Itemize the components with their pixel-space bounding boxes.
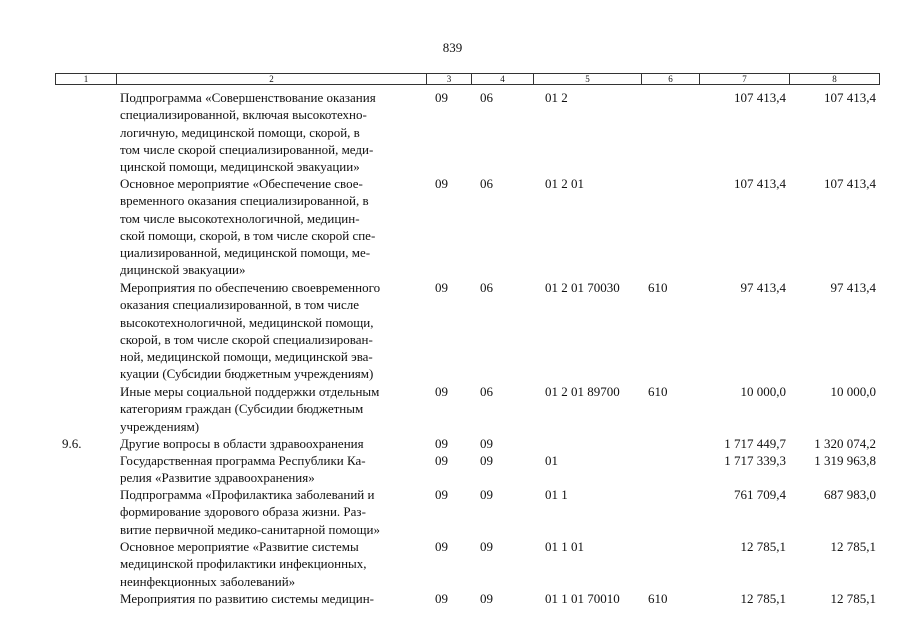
row-target-code: 01 1 [545, 487, 568, 502]
row-subsection: 06 [480, 384, 493, 399]
row-sum-year2: 687 983,0 [824, 487, 876, 502]
row-sum-year2: 97 413,4 [830, 280, 876, 295]
row-sum-year1: 107 413,4 [734, 176, 786, 191]
row-name: Мероприятия по развитию системы медицин- [120, 591, 374, 606]
row-sum-year2: 12 785,1 [830, 591, 876, 606]
row-target-code: 01 2 01 70030 [545, 280, 620, 295]
row-section: 09 [435, 436, 448, 451]
table-header-row [55, 73, 880, 85]
header-col-7: 7 [700, 74, 790, 85]
header-col-6: 6 [642, 74, 700, 85]
row-target-code: 01 2 01 [545, 176, 584, 191]
row-target-code: 01 [545, 453, 558, 468]
page-number: 839 [442, 40, 463, 55]
row-name: Государственная программа Республики Ка- релия «Развитие здравоохранения» [120, 453, 366, 486]
row-sum-year1: 1 717 339,3 [724, 453, 786, 468]
row-target-code: 01 2 01 89700 [545, 384, 620, 399]
row-subsection: 06 [480, 176, 493, 191]
row-subsection: 09 [480, 436, 493, 451]
row-section: 09 [435, 591, 448, 606]
row-section: 09 [435, 453, 448, 468]
row-sum-year1: 12 785,1 [740, 539, 786, 554]
row-name: Иные меры социальной поддержки отдельным категориям граждан (Субсидии бюджетным учреждениям) [120, 384, 380, 434]
row-sum-year1: 1 717 449,7 [724, 436, 786, 451]
row-subsection: 09 [480, 539, 493, 554]
row-subsection: 09 [480, 487, 493, 502]
row-sum-year2: 1 320 074,2 [814, 436, 876, 451]
row-name: Мероприятия по обеспечению своевременного оказания специализированной, в том числе высокотехнологичной, медицинской помощи, скорой, в том числе скорой специализирован- ной, медицинской помощи, медицинской эва- куации (Субсидии бюджетным учреждениям) [120, 280, 381, 382]
row-name: Основное мероприятие «Обеспечение свое- временного оказания специализированной, в том числе высокотехнологичной, медицин- ской помощи, скорой, в том числе скорой спе- циализированной, медицинской помощи, ме- дицинской эвакуации» [120, 176, 376, 278]
row-section: 09 [435, 539, 448, 554]
row-sum-year2: 107 413,4 [824, 90, 876, 105]
row-name: Основное мероприятие «Развитие системы медицинской профилактики инфекционных, неинфекционных заболеваний» [120, 539, 367, 589]
row-target-code: 01 2 [545, 90, 568, 105]
row-name: Подпрограмма «Профилактика заболеваний и формирование здорового образа жизни. Раз- витие первичной медико-санитарной помощи» [120, 487, 380, 537]
row-section: 09 [435, 487, 448, 502]
row-section: 09 [435, 280, 448, 295]
row-sum-year1: 97 413,4 [740, 280, 786, 295]
header-col-8: 8 [832, 74, 837, 84]
row-sum-year1: 12 785,1 [740, 591, 786, 606]
header-col-3: 3 [427, 74, 472, 85]
row-sum-year1: 10 000,0 [740, 384, 786, 399]
row-subsection: 09 [480, 591, 493, 606]
row-target-code: 01 1 01 [545, 539, 584, 554]
row-subsection: 09 [480, 453, 493, 468]
row-expense-type: 610 [648, 591, 668, 606]
row-expense-type: 610 [648, 384, 668, 399]
row-section: 09 [435, 90, 448, 105]
row-sum-year2: 107 413,4 [824, 176, 876, 191]
row-subsection: 06 [480, 90, 493, 105]
header-col-2: 2 [117, 74, 427, 85]
row-subsection: 06 [480, 280, 493, 295]
row-section: 09 [435, 176, 448, 191]
row-number: 9.6. [62, 436, 82, 451]
header-col-4: 4 [472, 74, 534, 85]
row-sum-year2: 10 000,0 [830, 384, 876, 399]
row-sum-year1: 107 413,4 [734, 90, 786, 105]
row-sum-year2: 1 319 963,8 [814, 453, 876, 468]
header-col-1: 1 [56, 74, 117, 85]
row-section: 09 [435, 384, 448, 399]
row-sum-year2: 12 785,1 [830, 539, 876, 554]
row-sum-year1: 761 709,4 [734, 487, 786, 502]
row-name: Другие вопросы в области здравоохранения [120, 436, 364, 451]
row-target-code: 01 1 01 70010 [545, 591, 620, 606]
header-col-5: 5 [534, 74, 642, 85]
row-expense-type: 610 [648, 280, 668, 295]
row-name: Подпрограмма «Совершенствование оказания специализированной, включая высокотехно- логичную, медицинской помощи, скорой, в том числе скорой специализированной, меди- цинской помощи, медицинской эвакуации» [120, 90, 376, 175]
